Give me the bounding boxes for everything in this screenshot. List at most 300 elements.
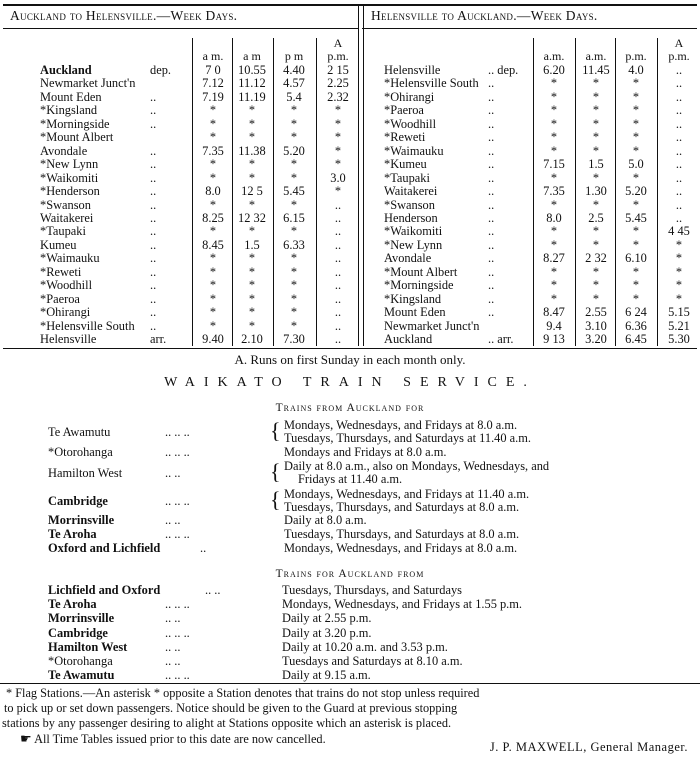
station-leader: .. .. [165, 611, 181, 626]
time-cell: * [290, 291, 298, 306]
time-cell: * [550, 130, 558, 145]
time-cell: * [290, 251, 298, 266]
time-cell: * [632, 197, 640, 212]
time-cell: .. [675, 210, 683, 225]
station-name: Te Aroha [48, 597, 97, 612]
time-cell: 5.21 [668, 318, 690, 333]
time-cell: 8.27 [543, 251, 565, 266]
time-cell: * [290, 305, 298, 320]
time-cell: * [209, 224, 217, 239]
cancellation-notice: All Time Tables issued prior to this date are now cancelled. [34, 732, 326, 746]
time-cell: 2 15 [327, 63, 349, 77]
time-cell: * [209, 157, 217, 172]
time-cell: 4.40 [283, 63, 305, 77]
station-name: *Reweti [40, 264, 82, 279]
time-cell: * [209, 170, 217, 185]
time-cell: * [675, 251, 683, 266]
table-row [362, 104, 700, 117]
station-name: *Helensville South [40, 318, 135, 333]
time-cell: .. [675, 197, 683, 212]
time-cell: * [592, 116, 600, 131]
time-cell: 5.45 [283, 184, 305, 199]
time-cell: * [592, 224, 600, 239]
time-cell: * [675, 291, 683, 306]
left-table-title: Auckland to Helensville.—Week Days. [10, 8, 238, 23]
time-cell: 6.33 [283, 237, 305, 252]
time-cell: * [592, 130, 600, 145]
time-cell: * [592, 291, 600, 306]
time-cell: * [209, 278, 217, 293]
station-leader: .. [150, 116, 157, 131]
time-cell: * [632, 89, 640, 104]
time-cell: 11.12 [238, 76, 266, 91]
station-leader: .. dep. [488, 63, 519, 77]
station-leader: .. .. [165, 513, 181, 527]
time-cell: * [675, 264, 683, 279]
time-cell: 12 5 [241, 184, 263, 199]
time-cell: * [550, 89, 558, 104]
station-leader: .. .. .. [165, 527, 190, 541]
time-cell: * [592, 89, 600, 104]
time-cell: * [632, 76, 640, 91]
time-cell: 11.45 [582, 63, 610, 77]
station-name: Newmarket Junct'n [384, 318, 480, 333]
station-name: Avondale [40, 143, 88, 158]
brace-mark: { [270, 418, 281, 443]
service-times: Daily at 2.55 p.m. [282, 611, 372, 626]
table-row [0, 131, 358, 144]
table-row [362, 185, 700, 198]
column-header: p.m. [327, 49, 349, 63]
time-cell: 7.35 [202, 143, 224, 158]
service-times: Tuesdays, Thursdays, and Saturdays at 8.0 a.m. [284, 527, 520, 541]
table-row [0, 320, 358, 333]
time-cell: * [248, 224, 256, 239]
table-row [0, 252, 358, 265]
time-cell: * [632, 170, 640, 185]
station-name: Helensville [384, 63, 441, 77]
time-cell: 5.30 [668, 332, 690, 346]
service-times: Daily at 8.0 a.m., also on Mondays, Wednesdays, and [284, 459, 550, 473]
table-row [362, 239, 700, 252]
station-name: Te Aroha [48, 527, 97, 541]
time-cell: * [550, 170, 558, 185]
table-row [362, 293, 700, 306]
time-cell: 3.10 [585, 318, 607, 333]
station-name: *Otorohanga [48, 654, 113, 668]
time-cell: .. [675, 143, 683, 158]
station-name: *Paeroa [40, 291, 80, 306]
time-cell: * [290, 103, 298, 118]
footer-rule [0, 683, 700, 684]
time-cell: * [290, 116, 298, 131]
station-name: *Kingsland [40, 103, 98, 118]
station-name: *Waikomiti [384, 224, 443, 239]
station-name: *Henderson [40, 184, 100, 199]
service-times: Daily at 8.0 a.m. [284, 513, 367, 527]
time-cell: 12 32 [238, 210, 266, 225]
station-name: Kumeu [40, 237, 77, 252]
time-cell: .. [675, 103, 683, 118]
time-cell: * [550, 291, 558, 306]
time-cell: * [550, 237, 558, 252]
station-name: *Morningside [384, 278, 454, 293]
station-name: *Taupaki [40, 224, 86, 239]
time-cell: * [632, 224, 640, 239]
time-cell: * [592, 103, 600, 118]
time-cell: * [632, 103, 640, 118]
time-cell: .. [334, 251, 342, 266]
brace-mark: { [270, 459, 281, 484]
table-row [0, 333, 358, 346]
station-name: *Taupaki [384, 170, 430, 185]
time-cell: .. [334, 197, 342, 212]
station-name: *Reweti [384, 130, 426, 145]
station-name: Waitakerei [40, 210, 94, 225]
station-leader: .. [200, 541, 207, 555]
time-cell: * [632, 130, 640, 145]
table-row [362, 172, 700, 185]
from-auckland-heading: Trains from Auckland for [275, 402, 425, 414]
station-name: Auckland [40, 63, 92, 77]
time-cell: 1.5 [588, 157, 604, 172]
station-leader: .. [488, 305, 495, 320]
time-cell: * [334, 157, 342, 172]
station-leader: .. .. [165, 639, 181, 654]
time-cell: * [632, 278, 640, 293]
station-leader: .. [150, 89, 157, 104]
column-header: a m [243, 49, 261, 63]
time-cell: .. [334, 305, 342, 320]
time-cell: * [248, 278, 256, 293]
time-cell: * [334, 143, 342, 158]
station-name: Cambridge [48, 625, 108, 640]
station-name: *Ohirangi [40, 305, 91, 320]
time-cell: 6.15 [283, 210, 305, 225]
time-cell: * [592, 264, 600, 279]
table-row [0, 91, 358, 104]
station-name: *Paeroa [384, 103, 424, 118]
table-row [0, 77, 358, 90]
time-cell: * [290, 130, 298, 145]
footer-line-1: * Flag Stations.—An asterisk * opposite a Station denotes that trains do not stop unless required [6, 686, 480, 700]
service-times: Mondays, Wednesdays, and Fridays at 8.0 a.m. [284, 541, 518, 555]
time-cell: * [334, 116, 342, 131]
time-cell: * [290, 318, 298, 333]
time-cell: * [592, 76, 600, 91]
station-name: Hamilton West [48, 466, 123, 480]
right-timetable [362, 0, 700, 346]
time-cell: * [209, 318, 217, 333]
station-name: Auckland [384, 332, 433, 346]
time-cell: * [632, 237, 640, 252]
station-name: *Waimauku [384, 143, 444, 158]
time-cell: * [248, 291, 256, 306]
station-name: Lichfield and Oxford [48, 583, 161, 597]
station-leader: .. [488, 170, 495, 185]
station-name: Te Awamutu [48, 668, 115, 683]
station-leader: .. [488, 116, 495, 131]
service-times: Tuesdays, Thursdays, and Saturdays at 11.40 a.m. [284, 431, 531, 445]
station-leader: .. [150, 157, 157, 172]
station-name: *Woodhill [384, 116, 437, 131]
table-row [0, 172, 358, 185]
table-row [362, 333, 700, 346]
station-name: Newmarket Junct'n [40, 76, 136, 91]
station-name: *New Lynn [384, 237, 443, 252]
station-leader: .. [150, 291, 157, 306]
table-row [0, 185, 358, 198]
station-leader: .. [150, 224, 157, 239]
station-leader: .. .. .. [165, 494, 190, 508]
time-cell: * [334, 184, 342, 199]
service-times: Tuesdays, Thursdays, and Saturdays at 8.0 a.m. [284, 500, 520, 514]
time-cell: 9 13 [543, 332, 565, 346]
station-leader: .. .. .. [165, 668, 190, 683]
station-leader: .. [488, 264, 495, 279]
time-cell: .. [334, 210, 342, 225]
column-header: a.m. [543, 49, 565, 63]
time-cell: 9.40 [202, 332, 224, 346]
time-cell: * [550, 224, 558, 239]
time-cell: .. [334, 224, 342, 239]
table-row [362, 306, 700, 319]
time-cell: 5.0 [628, 157, 644, 172]
table-row [0, 279, 358, 292]
station-name: *Kingsland [384, 291, 442, 306]
station-name: Oxford and Lichfield [48, 541, 161, 555]
station-leader: .. .. .. [165, 425, 190, 439]
station-name: *Kumeu [384, 157, 427, 172]
footer-line-2: to pick up or set down passengers. Notice should be given to the Guard at previous stopping [4, 701, 458, 715]
time-cell: * [290, 157, 298, 172]
table-row [362, 320, 700, 333]
station-leader: .. [488, 143, 495, 158]
time-cell: 5.20 [625, 184, 647, 199]
table-row [0, 118, 358, 131]
station-name: Henderson [384, 210, 438, 225]
time-cell: * [550, 278, 558, 293]
time-cell: 8.45 [202, 237, 224, 252]
time-cell: 3.0 [330, 170, 346, 185]
station-name: *Woodhill [40, 278, 93, 293]
table-row [362, 131, 700, 144]
table-row [362, 77, 700, 90]
table-row [0, 64, 358, 77]
station-leader: .. [488, 157, 495, 172]
time-cell: 10.55 [238, 63, 266, 77]
time-cell: 6.20 [543, 63, 565, 77]
time-cell: 3.20 [585, 332, 607, 346]
service-times: Daily at 3.20 p.m. [282, 625, 372, 640]
service-times: Tuesdays and Saturdays at 8.10 a.m. [282, 654, 463, 668]
time-cell: * [550, 197, 558, 212]
time-cell: 11.38 [238, 143, 266, 158]
station-name: Mount Eden [384, 305, 446, 320]
time-cell: * [209, 291, 217, 306]
time-cell: 6 24 [625, 305, 647, 320]
time-cell: .. [334, 264, 342, 279]
station-name: Morrinsville [48, 513, 115, 527]
time-cell: 4 45 [668, 224, 690, 239]
time-cell: * [675, 278, 683, 293]
station-name: Mount Eden [40, 89, 102, 104]
time-cell: * [209, 264, 217, 279]
table-row [0, 145, 358, 158]
table-row [0, 239, 358, 252]
signature: J. P. MAXWELL, General Manager. [489, 740, 688, 754]
time-cell: 8.25 [202, 210, 224, 225]
time-cell: * [290, 224, 298, 239]
footer-line-3: stations by any passenger desiring to alight at Stations opposite which an asterisk is placed. [2, 716, 452, 730]
table-row [362, 279, 700, 292]
table-row [362, 118, 700, 131]
time-cell: * [550, 103, 558, 118]
time-cell: * [248, 157, 256, 172]
time-cell: .. [334, 237, 342, 252]
time-cell: 8.0 [546, 210, 562, 225]
station-name: *Ohirangi [384, 89, 435, 104]
waikato-title: WAIKATO TRAIN SERVICE. [164, 375, 536, 390]
service-times: Mondays and Fridays at 8.0 a.m. [284, 445, 447, 459]
station-name: *Waikomiti [40, 170, 99, 185]
time-cell: 4.57 [283, 76, 305, 91]
time-cell: * [209, 130, 217, 145]
service-times: Mondays, Wednesdays, and Fridays at 1.55 p.m. [282, 597, 523, 612]
time-cell: * [248, 116, 256, 131]
time-cell: * [550, 143, 558, 158]
station-leader: .. [488, 224, 495, 239]
time-cell: 7.15 [543, 157, 565, 172]
time-cell: * [550, 76, 558, 91]
station-leader: .. .. [165, 654, 181, 668]
brace-mark: { [270, 487, 281, 512]
station-leader: .. .. .. [165, 597, 190, 612]
station-leader: .. [150, 103, 157, 118]
time-cell: * [290, 264, 298, 279]
service-times: Fridays at 11.40 a.m. [298, 472, 403, 486]
time-cell: .. [334, 318, 342, 333]
time-cell: 5.4 [286, 89, 302, 104]
time-cell: 7.30 [283, 332, 305, 346]
time-cell: 2.25 [327, 76, 349, 91]
time-cell: * [248, 264, 256, 279]
time-cell: 5.15 [668, 305, 690, 320]
column-flag: A [333, 36, 343, 50]
station-leader: dep. [150, 63, 171, 77]
station-leader: .. [150, 143, 157, 158]
footnote-a: A. Runs on first Sunday in each month only. [234, 352, 466, 367]
time-cell: * [248, 318, 256, 333]
station-name: Waitakerei [384, 184, 438, 199]
time-cell: * [209, 103, 217, 118]
service-times: Daily at 9.15 a.m. [282, 668, 371, 683]
station-leader: .. [488, 210, 495, 225]
station-name: *Swanson [40, 197, 91, 212]
table-row [362, 145, 700, 158]
table-row [0, 158, 358, 171]
time-cell: .. [675, 89, 683, 104]
time-cell: 9.4 [546, 318, 562, 333]
time-cell: 8.0 [205, 184, 221, 199]
station-leader: .. .. .. [165, 625, 190, 640]
table-row [0, 212, 358, 225]
column-header: p m [284, 49, 304, 63]
service-times: Mondays, Wednesdays, and Fridays at 11.40 a.m. [284, 487, 530, 501]
time-cell: .. [675, 170, 683, 185]
time-cell: * [248, 170, 256, 185]
time-cell: * [592, 170, 600, 185]
table-row [0, 306, 358, 319]
time-cell: 2.10 [241, 332, 263, 346]
time-cell: * [248, 130, 256, 145]
table-row [362, 91, 700, 104]
table-row [362, 266, 700, 279]
service-times: Daily at 10.20 a.m. and 3.53 p.m. [282, 639, 448, 654]
time-cell: .. [334, 278, 342, 293]
right-table-title: Helensville to Auckland.—Week Days. [371, 8, 598, 23]
time-cell: * [209, 251, 217, 266]
time-cell: .. [675, 130, 683, 145]
station-name: Helensville [40, 332, 97, 346]
station-leader: .. .. .. [165, 445, 190, 459]
station-name: Avondale [384, 251, 432, 266]
time-cell: * [632, 264, 640, 279]
table-row [0, 104, 358, 117]
time-cell: * [209, 197, 217, 212]
table-row [0, 293, 358, 306]
time-cell: 6.45 [625, 332, 647, 346]
time-cell: 1.30 [585, 184, 607, 199]
time-cell: * [592, 143, 600, 158]
station-leader: .. [488, 251, 495, 266]
table-row [362, 212, 700, 225]
time-cell: * [550, 116, 558, 131]
time-cell: * [334, 130, 342, 145]
station-leader: .. [488, 130, 495, 145]
time-cell: * [248, 251, 256, 266]
time-cell: * [632, 291, 640, 306]
time-cell: * [675, 237, 683, 252]
time-cell: * [592, 278, 600, 293]
station-name: *Waimauku [40, 251, 100, 266]
station-name: *Helensville South [384, 76, 479, 91]
station-name: *Swanson [384, 197, 435, 212]
station-leader: .. [150, 251, 157, 266]
time-cell: 7.35 [543, 184, 565, 199]
time-cell: * [209, 305, 217, 320]
table-row [0, 225, 358, 238]
for-auckland-heading: Trains for Auckland from [275, 568, 425, 580]
time-cell: 7.12 [202, 76, 224, 91]
time-cell: 11.19 [238, 89, 266, 104]
station-leader: .. [488, 103, 495, 118]
column-flag: A [674, 36, 684, 50]
time-cell: .. [675, 157, 683, 172]
time-cell: .. [675, 184, 683, 199]
time-cell: * [632, 143, 640, 158]
station-name: *Mount Albert [384, 264, 458, 279]
time-cell: * [550, 264, 558, 279]
station-name: *Mount Albert [40, 130, 114, 145]
time-cell: 7 0 [205, 63, 221, 77]
column-header: p.m. [668, 49, 690, 63]
column-header: a.m. [585, 49, 607, 63]
station-name: *Morningside [40, 116, 110, 131]
station-leader: .. [150, 210, 157, 225]
station-leader: .. [150, 264, 157, 279]
service-times: Tuesdays, Thursdays, and Saturdays [282, 583, 463, 597]
